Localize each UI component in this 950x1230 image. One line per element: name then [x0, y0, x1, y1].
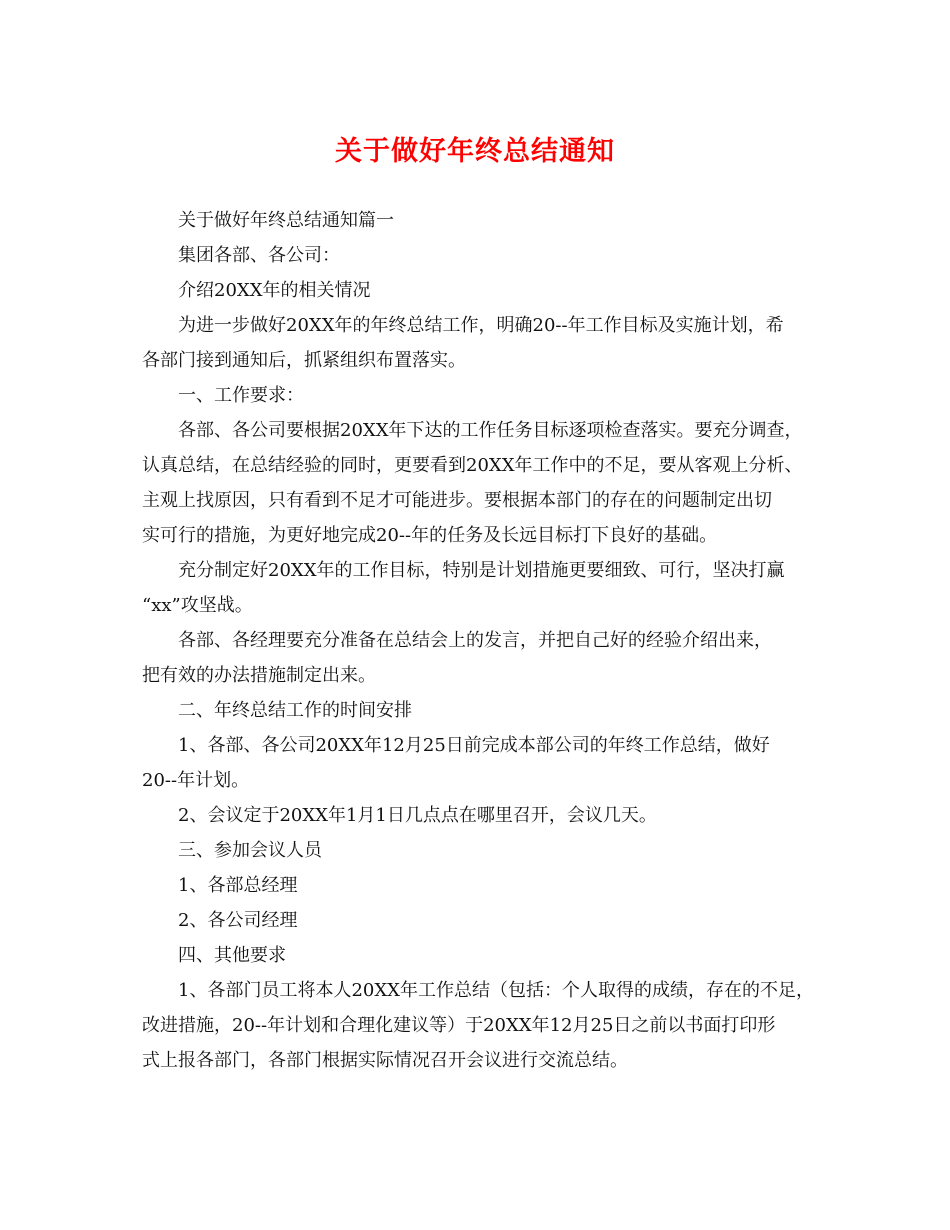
paragraph-line: 1、各部、各公司20XX年12月25日前完成本部公司的年终工作总结，做好	[178, 735, 770, 756]
paragraph-line: 实可行的措施，为更好地完成20--年的任务及长远目标打下良好的基础。	[142, 525, 718, 546]
paragraph-line: 各部、各公司要根据20XX年下达的工作任务目标逐项检查落实。要充分调查，	[178, 420, 803, 441]
paragraph-line: 主观上找原因，只有看到不足才可能进步。要根据本部门的存在的问题制定出切	[142, 490, 772, 511]
section-heading: 三、参加会议人员	[178, 840, 322, 861]
paragraph-line: 集团各部、各公司：	[178, 245, 340, 266]
document-title: 关于做好年终总结通知	[335, 136, 615, 167]
paragraph-line: 充分制定好20XX年的工作目标，特别是计划措施更要细致、可行，坚决打赢	[178, 560, 785, 581]
paragraph-line: 为进一步做好20XX年的年终总结工作，明确20--年工作目标及实施计划，希	[178, 315, 784, 336]
paragraph-line: 认真总结，在总结经验的同时，更要看到20XX年工作中的不足，要从客观上分析、	[142, 455, 803, 476]
section-heading: 四、其他要求	[178, 945, 286, 966]
paragraph-line: 20--年计划。	[142, 770, 250, 791]
paragraph-line: 2、会议定于20XX年1月1日几点点在哪里召开，会议几天。	[178, 805, 657, 826]
paragraph-line: 1、各部门员工将本人20XX年工作总结（包括：个人取得的成绩，存在的不足，	[178, 980, 814, 1001]
paragraph-line: “xx”攻坚战。	[142, 595, 253, 616]
paragraph-line: 改进措施，20--年计划和合理化建议等）于20XX年12月25日之前以书面打印形	[142, 1015, 776, 1036]
section-heading: 一、工作要求：	[178, 385, 304, 406]
paragraph-line: 关于做好年终总结通知篇一	[178, 210, 394, 231]
paragraph-line: 把有效的办法措施制定出来。	[142, 665, 376, 686]
paragraph-line: 介绍20XX年的相关情况	[178, 280, 371, 301]
section-heading: 二、年终总结工作的时间安排	[178, 700, 412, 721]
paragraph-line: 各部、各经理要充分准备在总结会上的发言，并把自己好的经验介绍出来，	[178, 630, 772, 651]
paragraph-line: 各部门接到通知后，抓紧组织布置落实。	[142, 350, 466, 371]
list-item: 1、各部总经理	[178, 875, 298, 896]
paragraph-line: 式上报各部门，各部门根据实际情况召开会议进行交流总结。	[142, 1050, 628, 1071]
list-item: 2、各公司经理	[178, 910, 298, 931]
